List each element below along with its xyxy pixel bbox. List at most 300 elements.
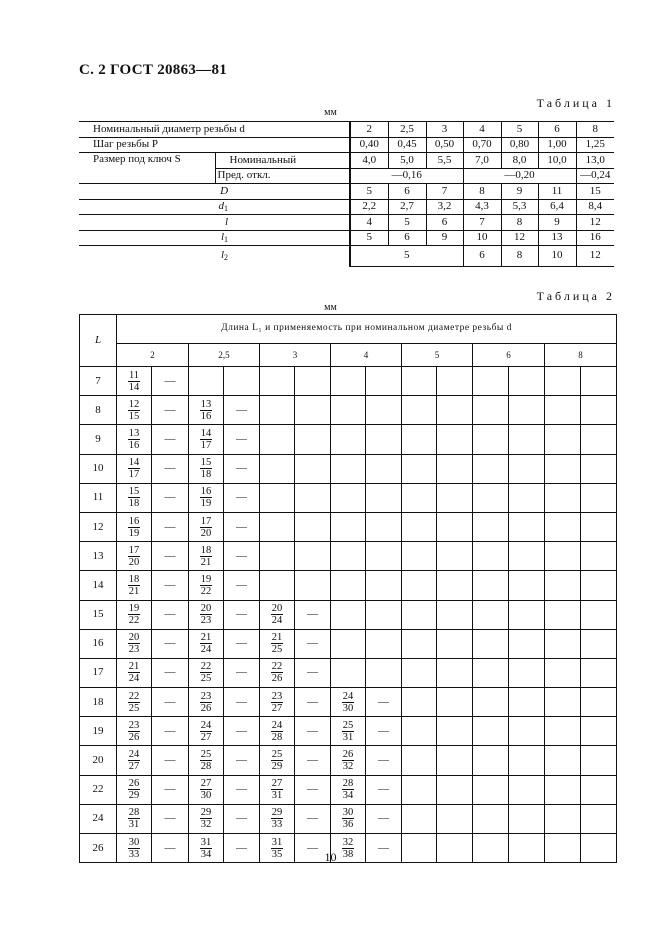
applicability-cell — [581, 454, 617, 483]
fraction-numerator: 16 — [128, 515, 140, 527]
dash-mark: — — [164, 695, 176, 708]
fraction-denominator: 23 — [200, 615, 212, 627]
applicability-cell — [581, 804, 617, 833]
cell: 7 — [463, 215, 501, 231]
applicability-cell — [152, 658, 189, 687]
fraction-numerator: 27 — [200, 778, 212, 790]
dash-mark: — — [236, 403, 247, 416]
fraction-denominator: 36 — [342, 819, 354, 831]
applicability-cell — [224, 658, 260, 687]
table1-row-diam — [79, 122, 614, 138]
fraction — [271, 632, 284, 655]
length-cell — [117, 367, 152, 396]
applicability-cell — [437, 775, 473, 804]
length-cell — [473, 629, 509, 658]
length-cell — [189, 746, 224, 775]
applicability-cell — [437, 629, 473, 658]
dash-mark: — — [307, 724, 318, 737]
fraction-numerator: 32 — [342, 836, 354, 848]
table1-row-l — [79, 215, 614, 231]
cell: 12 — [576, 246, 614, 267]
length-cell — [189, 396, 224, 425]
applicability-cell — [437, 512, 473, 541]
table-row — [80, 775, 617, 804]
applicability-cell — [437, 717, 473, 746]
length-cell — [117, 396, 152, 425]
cell: 9 — [426, 230, 463, 246]
applicability-cell — [224, 600, 260, 629]
fraction-denominator: 20 — [200, 527, 212, 539]
fraction-numerator: 31 — [200, 836, 212, 848]
applicability-cell — [295, 542, 331, 571]
L-value: 26 — [80, 834, 117, 863]
fraction — [200, 720, 213, 743]
length-cell — [473, 396, 509, 425]
applicability-cell — [437, 688, 473, 717]
length-cell — [260, 396, 295, 425]
applicability-cell — [437, 746, 473, 775]
fraction-numerator: 29 — [200, 807, 212, 819]
L-value: 8 — [80, 396, 117, 425]
applicability-cell — [224, 483, 260, 512]
fraction — [128, 778, 141, 801]
applicability-cell — [295, 688, 331, 717]
dash-mark: — — [164, 520, 176, 533]
dash-mark: — — [164, 462, 176, 475]
length-cell — [473, 542, 509, 571]
fraction-denominator: 34 — [200, 848, 212, 860]
cell: 7 — [426, 184, 463, 200]
cell: 5,3 — [501, 199, 538, 215]
fraction-numerator: 17 — [128, 544, 140, 556]
dash-mark: — — [307, 812, 318, 825]
fraction — [271, 603, 284, 626]
fraction-numerator: 13 — [200, 398, 212, 410]
fraction-denominator: 24 — [271, 615, 283, 627]
length-cell — [117, 483, 152, 512]
length-cell — [473, 746, 509, 775]
table-row — [80, 717, 617, 746]
applicability-cell — [366, 717, 402, 746]
cell: 6 — [388, 184, 426, 200]
cell: 3,2 — [426, 199, 463, 215]
applicability-cell — [581, 571, 617, 600]
dash-mark: — — [307, 637, 318, 650]
length-cell — [331, 512, 366, 541]
fraction — [200, 661, 213, 684]
length-cell — [331, 396, 366, 425]
L-value: 10 — [80, 454, 117, 483]
length-cell — [189, 542, 224, 571]
table-row — [80, 746, 617, 775]
table2 — [79, 314, 617, 863]
cell: 8 — [463, 184, 501, 200]
fraction-denominator: 23 — [128, 644, 140, 656]
applicability-cell — [581, 512, 617, 541]
diam-label: Номинальный диаметр резьбы d — [79, 122, 350, 138]
applicability-cell — [509, 658, 545, 687]
fraction-numerator: 31 — [271, 836, 283, 848]
fraction-numerator: 19 — [200, 573, 212, 585]
length-cell — [545, 658, 581, 687]
fraction-numerator: 20 — [200, 603, 212, 615]
fraction — [128, 691, 141, 714]
cell: 11 — [538, 184, 576, 200]
applicability-cell — [224, 629, 260, 658]
fraction-numerator: 24 — [128, 749, 140, 761]
dash-mark: — — [164, 666, 176, 679]
applicability-cell — [152, 512, 189, 541]
dash-mark: — — [164, 608, 176, 621]
length-cell — [331, 600, 366, 629]
fraction-numerator: 25 — [342, 719, 354, 731]
length-cell — [260, 367, 295, 396]
fraction-numerator: 26 — [342, 749, 354, 761]
key-label: Размер под ключ S — [79, 153, 215, 184]
applicability-cell — [437, 396, 473, 425]
dash-mark: — — [164, 578, 176, 591]
cell: 1,25 — [576, 137, 614, 153]
length-cell — [189, 600, 224, 629]
fraction-denominator: 29 — [271, 761, 283, 773]
L-value: 24 — [80, 804, 117, 833]
fraction — [200, 807, 213, 830]
fraction — [128, 486, 141, 509]
applicability-cell — [366, 775, 402, 804]
applicability-cell — [581, 775, 617, 804]
length-cell — [117, 512, 152, 541]
fraction — [200, 428, 213, 451]
fraction-numerator: 24 — [200, 719, 212, 731]
dash-mark: — — [164, 754, 176, 767]
fraction-numerator: 14 — [128, 457, 140, 469]
cell: 2 — [350, 122, 388, 138]
table2-caption: Таблица 2 — [536, 289, 615, 303]
cell: 5,0 — [388, 153, 426, 169]
fraction — [128, 428, 141, 451]
dash-mark: — — [307, 695, 318, 708]
dash-mark: — — [236, 462, 247, 475]
applicability-cell — [437, 571, 473, 600]
table1 — [79, 121, 614, 267]
applicability-cell — [509, 804, 545, 833]
diameter-header: 8 — [545, 344, 617, 367]
table1-row-D — [79, 184, 614, 200]
dash-mark: — — [236, 666, 247, 679]
fraction-numerator: 30 — [342, 807, 354, 819]
fraction-denominator: 35 — [271, 848, 283, 860]
length-cell — [545, 600, 581, 629]
length-cell — [473, 571, 509, 600]
dash-mark: — — [307, 754, 318, 767]
fraction-numerator: 22 — [200, 661, 212, 673]
fraction-denominator: 28 — [200, 761, 212, 773]
cell: 5 — [350, 230, 388, 246]
cell: 6,4 — [538, 199, 576, 215]
applicability-cell — [581, 688, 617, 717]
fraction-numerator: 23 — [128, 719, 140, 731]
applicability-cell — [152, 804, 189, 833]
fraction-numerator: 21 — [271, 632, 283, 644]
length-cell — [473, 658, 509, 687]
cell: 8 — [501, 215, 538, 231]
table1-row-l2 — [79, 246, 614, 267]
fraction-denominator: 16 — [200, 410, 212, 422]
table-row — [80, 512, 617, 541]
fraction — [271, 778, 284, 801]
fraction — [200, 632, 213, 655]
cell: 9 — [538, 215, 576, 231]
length-cell — [189, 688, 224, 717]
table-row — [80, 483, 617, 512]
fraction-numerator: 25 — [200, 749, 212, 761]
table-row — [80, 688, 617, 717]
applicability-cell — [366, 658, 402, 687]
dash-mark: — — [164, 841, 176, 854]
length-cell — [545, 746, 581, 775]
applicability-cell — [366, 542, 402, 571]
fraction-denominator: 17 — [200, 439, 212, 451]
fraction — [200, 486, 213, 509]
length-cell — [331, 542, 366, 571]
dash-mark: — — [378, 754, 389, 767]
fraction-numerator: 27 — [271, 778, 283, 790]
L-value: 14 — [80, 571, 117, 600]
fraction-denominator: 33 — [271, 819, 283, 831]
length-cell — [402, 746, 437, 775]
length-cell — [402, 454, 437, 483]
fraction — [271, 720, 284, 743]
fraction-numerator: 21 — [128, 661, 140, 673]
length-cell — [331, 717, 366, 746]
applicability-cell — [437, 658, 473, 687]
fraction-denominator: 18 — [200, 469, 212, 481]
fraction — [128, 632, 141, 655]
fraction — [128, 516, 141, 539]
l1-label: $l_1$ — [79, 230, 350, 246]
applicability-cell — [224, 396, 260, 425]
applicability-cell — [152, 629, 189, 658]
applicability-cell — [581, 658, 617, 687]
length-cell — [117, 571, 152, 600]
pitch-label: Шаг резьбы P — [79, 137, 350, 153]
table-row — [80, 367, 617, 396]
L-value: 20 — [80, 746, 117, 775]
length-cell — [545, 512, 581, 541]
fraction-denominator: 30 — [342, 702, 354, 714]
table-row — [80, 425, 617, 454]
fraction-denominator: 17 — [128, 469, 140, 481]
applicability-cell — [366, 600, 402, 629]
dash-mark: — — [236, 491, 247, 504]
fraction-numerator: 20 — [271, 603, 283, 615]
table2-unit: мм — [324, 302, 337, 313]
length-cell — [331, 775, 366, 804]
page-number: 10 — [324, 850, 337, 864]
dash-mark: — — [307, 783, 318, 796]
length-cell — [189, 425, 224, 454]
applicability-cell — [295, 804, 331, 833]
length-cell — [331, 454, 366, 483]
cell: 10,0 — [538, 153, 576, 169]
dash-mark: — — [378, 812, 389, 825]
fraction-denominator: 27 — [200, 731, 212, 743]
fraction-denominator: 26 — [200, 702, 212, 714]
applicability-cell — [152, 542, 189, 571]
cell: 12 — [576, 215, 614, 231]
dash-mark: — — [378, 695, 389, 708]
length-cell — [117, 454, 152, 483]
dash-mark: — — [307, 666, 318, 679]
fraction-numerator: 18 — [200, 544, 212, 556]
fraction-numerator: 18 — [128, 573, 140, 585]
D-label: D — [79, 184, 350, 200]
fraction-denominator: 30 — [200, 790, 212, 802]
dash-mark: — — [378, 841, 389, 854]
fraction — [342, 778, 355, 801]
dash-mark: — — [378, 783, 389, 796]
length-cell — [402, 804, 437, 833]
length-cell — [189, 454, 224, 483]
length-cell — [402, 425, 437, 454]
cell: —0,20 — [463, 168, 576, 184]
table1-row-nominal — [79, 153, 614, 169]
applicability-cell — [152, 425, 189, 454]
applicability-cell — [509, 367, 545, 396]
length-cell — [260, 454, 295, 483]
applicability-cell — [152, 600, 189, 629]
fraction-denominator: 22 — [128, 615, 140, 627]
fraction-numerator: 12 — [128, 398, 140, 410]
applicability-cell — [366, 688, 402, 717]
length-cell — [473, 775, 509, 804]
cell: 5,5 — [426, 153, 463, 169]
applicability-cell — [509, 717, 545, 746]
applicability-cell — [509, 512, 545, 541]
cell: 0,80 — [501, 137, 538, 153]
length-cell — [402, 483, 437, 512]
applicability-cell — [509, 571, 545, 600]
fraction-numerator: 17 — [200, 515, 212, 527]
applicability-cell — [509, 600, 545, 629]
fraction-denominator: 25 — [128, 702, 140, 714]
length-cell — [189, 629, 224, 658]
fraction-numerator: 24 — [271, 719, 283, 731]
fraction — [128, 545, 141, 568]
applicability-cell — [295, 658, 331, 687]
applicability-cell — [152, 571, 189, 600]
applicability-cell — [224, 688, 260, 717]
L-value: 15 — [80, 600, 117, 629]
dash-mark: — — [236, 549, 247, 562]
dash-mark: — — [236, 578, 247, 591]
dash-mark: — — [378, 724, 389, 737]
length-cell — [260, 746, 295, 775]
applicability-cell — [509, 425, 545, 454]
length-cell — [545, 629, 581, 658]
fraction-numerator: 14 — [200, 427, 212, 439]
length-cell — [402, 396, 437, 425]
fraction — [128, 574, 141, 597]
fraction — [200, 691, 213, 714]
dash-mark: — — [164, 374, 176, 387]
fraction — [271, 661, 284, 684]
fraction — [128, 399, 141, 422]
fraction — [200, 603, 213, 626]
fraction-denominator: 21 — [200, 556, 212, 568]
table1-row-l1 — [79, 230, 614, 246]
cell: 4 — [463, 122, 501, 138]
cell: 10 — [463, 230, 501, 246]
table-row — [80, 542, 617, 571]
applicability-cell — [224, 746, 260, 775]
fraction-denominator: 19 — [200, 498, 212, 510]
fraction-numerator: 23 — [271, 690, 283, 702]
cell: 6 — [538, 122, 576, 138]
dash-mark: — — [164, 783, 176, 796]
table-row — [80, 804, 617, 833]
length-cell — [189, 658, 224, 687]
length-cell — [545, 542, 581, 571]
length-cell — [545, 775, 581, 804]
table-row — [80, 454, 617, 483]
length-cell — [117, 542, 152, 571]
applicability-cell — [581, 542, 617, 571]
applicability-cell — [366, 454, 402, 483]
length-cell — [260, 571, 295, 600]
cell: 8,0 — [501, 153, 538, 169]
dash-mark: — — [164, 637, 176, 650]
fraction-denominator: 29 — [128, 790, 140, 802]
length-cell — [545, 804, 581, 833]
length-cell — [473, 688, 509, 717]
applicability-cell — [295, 483, 331, 512]
fraction — [200, 516, 213, 539]
length-cell — [260, 688, 295, 717]
cell: 8,4 — [576, 199, 614, 215]
fraction-denominator: 16 — [128, 439, 140, 451]
table-row — [80, 629, 617, 658]
cell: 4,3 — [463, 199, 501, 215]
applicability-cell — [224, 804, 260, 833]
d1-label: $d_1$ — [79, 199, 350, 215]
fraction — [342, 807, 355, 830]
fraction — [128, 661, 141, 684]
fraction-numerator: 11 — [128, 369, 140, 381]
cell: 10 — [538, 246, 576, 267]
applicability-cell — [295, 367, 331, 396]
applicability-cell — [152, 367, 189, 396]
dash-mark: — — [236, 520, 247, 533]
fraction — [200, 749, 213, 772]
length-cell — [331, 658, 366, 687]
length-cell — [189, 367, 224, 396]
length-cell — [260, 775, 295, 804]
table-row — [80, 396, 617, 425]
applicability-cell — [224, 425, 260, 454]
cell: 7,0 — [463, 153, 501, 169]
dash-mark: — — [307, 841, 318, 854]
dash-mark: — — [164, 491, 176, 504]
dash-mark: — — [236, 754, 247, 767]
cell: 6 — [388, 230, 426, 246]
dash-mark: — — [236, 695, 247, 708]
applicability-cell — [437, 454, 473, 483]
dash-mark: — — [236, 783, 247, 796]
cell: 8 — [501, 246, 538, 267]
applicability-cell — [295, 454, 331, 483]
dash-mark: — — [164, 812, 176, 825]
